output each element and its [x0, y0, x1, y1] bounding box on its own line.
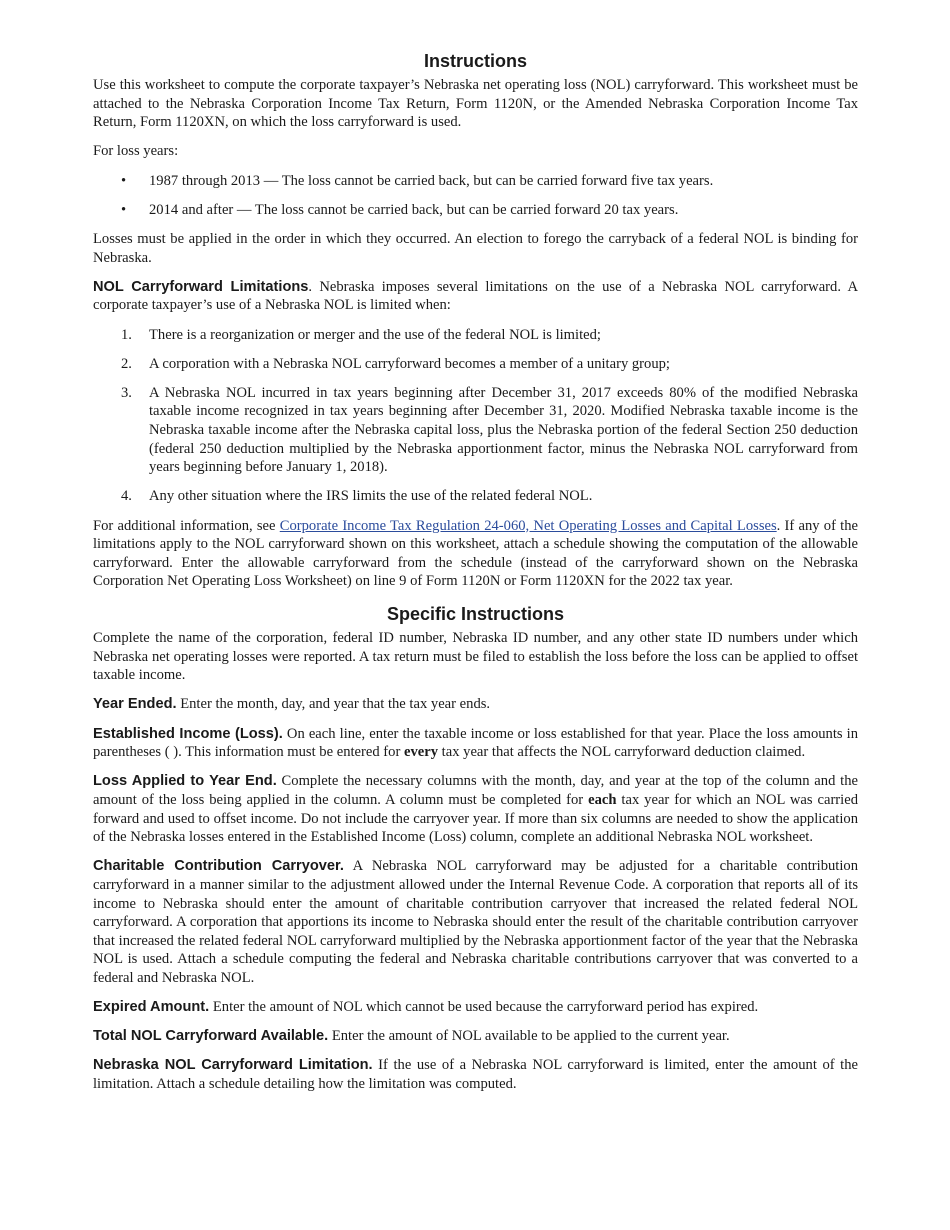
loss-years-list — [93, 172, 858, 220]
list-item: 2. A corporation with a Nebraska NOL carryforward becomes a member of a unitary group; — [121, 355, 670, 372]
list-item: 1. There is a reorganization or merger and the use of the federal NOL is limited; — [121, 326, 601, 343]
loss-applied-paragraph: Loss Applied to Year End. Complete the necessary columns with the month, day, and year at the top of the column and the amount of the loss being applied in the column. A column must be completed for each tax year for which an NOL was carried forward and used to offset income. Do not include the carryover year. If more than six columns are needed to show the application of the Nebraska losses entered in the Established Income (Loss) column, complete an additional Nebraska NOL worksheet. — [93, 773, 858, 846]
instructions-intro: Use this worksheet to compute the corporate taxpayer’s Nebraska net operating loss (NOL) carryforward. This worksheet must be attached to the Nebraska Corporation Income Tax Return, Form 1120N, or the Amended Nebraska Corporation Income Tax Return, Form 1120XN, on which the loss carryforward is used. — [93, 77, 858, 131]
list-item: • 2014 and after — The loss cannot be carried back, but can be carried forward 20 tax years. — [121, 201, 679, 218]
specific-intro: Complete the name of the corporation, federal ID number, Nebraska ID number, and any other state ID numbers under which Nebraska net operating losses were reported. A tax return must be filed to establish the loss before the loss can be applied to offset taxable income. — [93, 630, 858, 684]
regulation-link[interactable]: Corporate Income Tax Regulation 24-060, Net Operating Losses and Capital Losses — [279, 517, 777, 534]
bullet-icon: • — [121, 172, 127, 189]
limitations-intro: . Nebraska imposes several limitations on the use of a Nebraska NOL carryforward. A corporate taxpayer’s use of a Nebraska NOL is limited when: — [93, 278, 858, 314]
specific-instructions-title: Specific Instructions — [386, 604, 565, 624]
instructions-page — [93, 50, 858, 1104]
charitable-contribution-paragraph: Charitable Contribution Carryover. A Nebraska NOL carryforward may be adjusted for a charitable contribution carryforward in a manner similar to the adjustment allowed under the Internal Revenue Code. A corporation that reports all of its income to Nebraska should enter the amount of charitable contribution carryover that increased the related federal NOL carryforward. A corporation that apportions its income to Nebraska should enter the result of the charitable contribution carryover that increased the related federal NOL carryforward multiplied by the Nebraska apportionment factor of the year that the Nebraska NOL is used. Attach a schedule computing the federal and Nebraska charitable contributions carryover that was converted to a federal and Nebraska NOL. — [93, 858, 859, 986]
bullet-icon: • — [121, 201, 127, 218]
nol-limitation-paragraph: Nebraska NOL Carryforward Limitation. If the use of a Nebraska NOL carryforward is limited, enter the amount of the limitation. Attach a schedule detailing how the limitation was computed. — [93, 1057, 858, 1093]
loss-years-heading: For loss years: — [93, 143, 179, 160]
instructions-title: Instructions — [423, 51, 527, 71]
list-item: 4. Any other situation where the IRS limits the use of the related federal NOL. — [121, 488, 593, 505]
total-nol-paragraph: Total NOL Carryforward Available. Enter the amount of NOL available to be applied to the current year. — [93, 1028, 730, 1045]
limitations-list — [93, 326, 858, 507]
limitations-paragraph — [93, 278, 858, 315]
list-item: • 1987 through 2013 — The loss cannot be carried back, but can be carried forward five tax years. — [121, 172, 714, 189]
year-ended-paragraph: Year Ended. Enter the month, day, and year that the tax year ends. — [93, 696, 491, 713]
established-income-paragraph: Established Income (Loss). On each line, enter the taxable income or loss established for that year. Place the loss amounts in parentheses ( ). This information must be entered for every tax year that affects the NOL carryforward deduction claimed. — [93, 725, 859, 761]
list-item: 3. A Nebraska NOL incurred in tax years beginning after December 31, 2017 exceeds 80% of the modified Nebraska taxable income recognized in tax years beginning after December 31, 2020. Modified Nebraska taxable income is the Nebraska taxable income after the Nebraska capital loss, plus the Nebraska portion of the federal Section 250 deduction (federal 250 deduction multiplied by the Nebraska apportionment factor, minus the Nebraska NOL carryforward from years beginning before January 1, 2018). — [121, 384, 858, 476]
expired-amount-paragraph: Expired Amount. Enter the amount of NOL which cannot be used because the carryforward period has expired. — [93, 999, 759, 1016]
order-note: Losses must be applied in the order in which they occurred. An election to forego the carryback of a federal NOL is binding for Nebraska. — [93, 230, 858, 266]
limitations-heading: NOL Carryforward Limitations — [93, 278, 309, 295]
additional-info: For additional information, see Corporate Income Tax Regulation 24-060, Net Operating Losses and Capital Losses. If any of the limitations apply to the NOL carryforward shown on this worksheet, attach a schedule showing the computation of the allowable carryforward. Enter the allowable carryforward from the schedule (instead of the carryforward shown on the Nebraska Corporation Net Operating Loss Worksheet) on line 9 of Form 1120N or Form 1120XN for the 2022 tax year. — [93, 517, 858, 590]
